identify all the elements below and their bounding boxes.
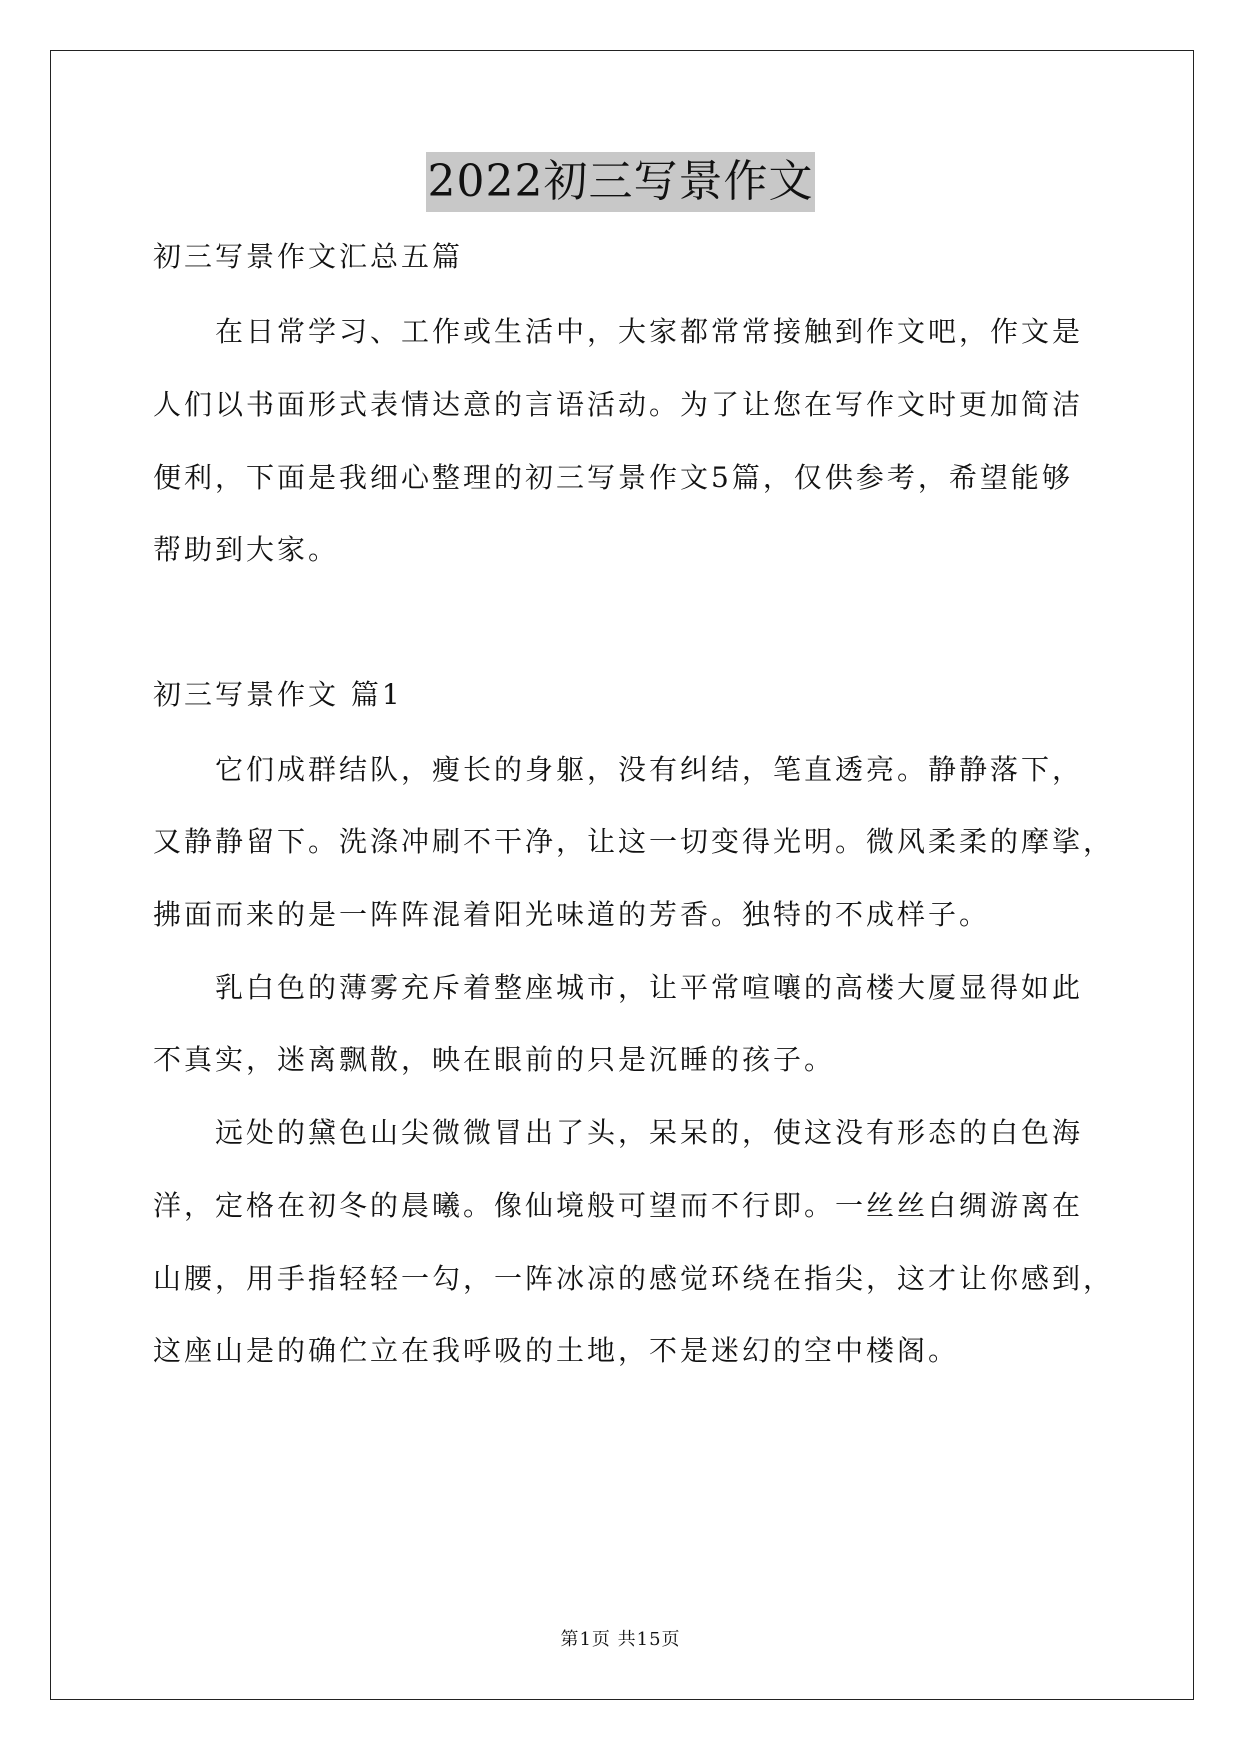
page-footer: 第1页 共15页 xyxy=(560,1629,681,1650)
intro-line: 便利，下面是我细心整理的初三写景作文5篇，仅供参考，希望能够 xyxy=(153,461,1073,494)
paragraph-line: 洋，定格在初冬的晨曦。像仙境般可望而不行即。一丝丝白绸游离在 xyxy=(153,1189,1084,1222)
paragraph-line: 乳白色的薄雾充斥着整座城市，让平常喧嚷的高楼大厦显得如此 xyxy=(215,971,1084,1004)
document-subtitle: 初三写景作文汇总五篇 xyxy=(153,240,464,273)
document-title: 2022初三写景作文 xyxy=(426,152,816,212)
page-border xyxy=(50,50,1194,1700)
paragraph-line: 不真实，迷离飘散，映在眼前的只是沉睡的孩子。 xyxy=(153,1043,836,1076)
paragraph-line: 拂面而来的是一阵阵混着阳光味道的芳香。独特的不成样子。 xyxy=(153,898,991,931)
intro-line: 人们以书面形式表情达意的言语活动。为了让您在写作文时更加简洁 xyxy=(153,388,1084,421)
paragraph-line: 这座山是的确伫立在我呼吸的土地，不是迷幻的空中楼阁。 xyxy=(153,1334,960,1367)
paragraph-line: 远处的黛色山尖微微冒出了头，呆呆的，使这没有形态的白色海 xyxy=(215,1116,1084,1149)
title-container xyxy=(0,152,1241,212)
section-heading: 初三写景作文 篇1 xyxy=(153,678,403,711)
intro-line: 帮助到大家。 xyxy=(153,533,340,566)
paragraph-line: 又静静留下。洗涤冲刷不干净，让这一切变得光明。微风柔柔的摩挲， xyxy=(153,825,1115,858)
intro-line: 在日常学习、工作或生活中，大家都常常接触到作文吧，作文是 xyxy=(215,315,1084,348)
paragraph-line: 它们成群结队，瘦长的身躯，没有纠结，笔直透亮。静静落下， xyxy=(215,753,1084,786)
paragraph-line: 山腰，用手指轻轻一勾，一阵冰凉的感觉环绕在指尖，这才让你感到， xyxy=(153,1262,1115,1295)
